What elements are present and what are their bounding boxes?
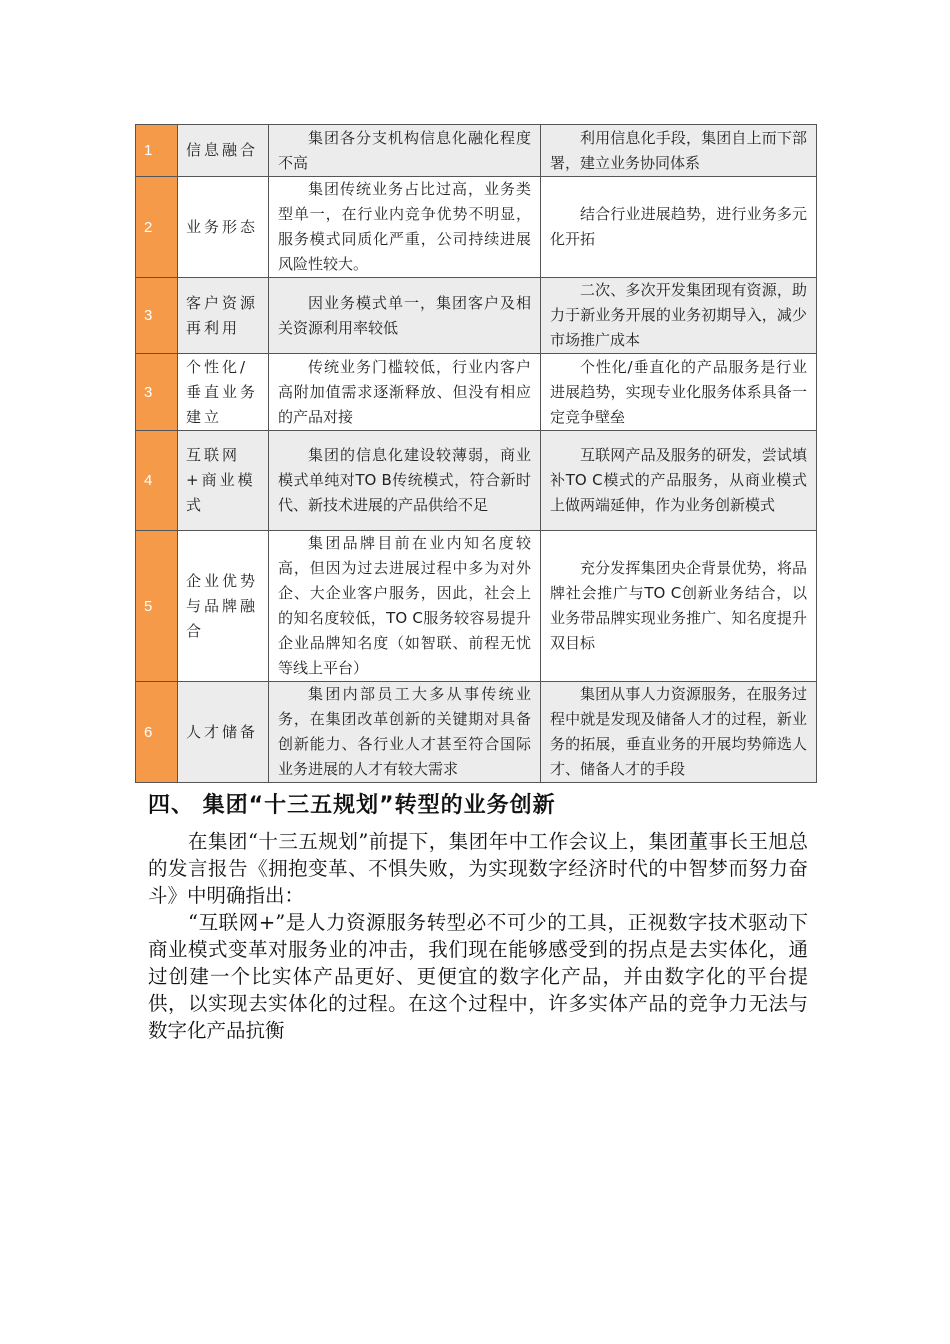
body-paragraph: “互联网+”是人力资源服务转型必不可少的工具，正视数字技术驱动下商业模式变革对服务业的冲击，我们现在能够感受到的拐点是去实体化，通过创建一个比实体产品更好、更便宜的数字化产品，并由数字化的平台提供，以实现去实体化的过程。在这个过程中，许多实体产品的竞争力无法与数字化产品抗衡: [148, 911, 808, 1042]
section-heading: 四、 集团“十三五规划”转型的业务创新: [148, 793, 556, 818]
row-number: 1: [136, 125, 178, 177]
table-row: [136, 682, 817, 783]
row-problem: 因业务模式单一，集团客户及相关资源利用率较低: [269, 278, 541, 354]
table-row: [136, 431, 817, 531]
row-topic: 客户资源再利用: [178, 278, 269, 354]
row-solution: 充分发挥集团央企背景优势，将品牌社会推广与TO C创新业务结合，以业务带品牌实现业务推广、知名度提升双目标: [541, 531, 817, 682]
row-topic: 业务形态: [178, 177, 269, 278]
row-problem: 集团的信息化建设较薄弱，商业模式单纯对TO B传统模式，符合新时代、新技术进展的产品供给不足: [269, 431, 541, 531]
business-table: [135, 124, 817, 783]
row-topic: 个性化/垂直业务建立: [178, 354, 269, 431]
row-solution: 互联网产品及服务的研发，尝试填补TO C模式的产品服务，从商业模式上做两端延伸，作为业务创新模式: [541, 431, 817, 531]
row-problem: 集团传统业务占比过高，业务类型单一，在行业内竞争优势不明显，服务模式同质化严重，公司持续进展风险性较大。: [269, 177, 541, 278]
row-solution: 个性化/垂直化的产品服务是行业进展趋势，实现专业化服务体系具备一定竞争壁垒: [541, 354, 817, 431]
table-row: [136, 125, 817, 177]
row-problem: 集团内部员工大多从事传统业务，在集团改革创新的关键期对具备创新能力、各行业人才甚至符合国际业务进展的人才有较大需求: [269, 682, 541, 783]
row-topic: 人才储备: [178, 682, 269, 783]
row-number: 3: [136, 354, 178, 431]
row-problem: 集团各分支机构信息化融化程度不高: [269, 125, 541, 177]
row-number: 4: [136, 431, 178, 531]
row-solution: 二次、多次开发集团现有资源，助力于新业务开展的业务初期导入，减少市场推广成本: [541, 278, 817, 354]
row-solution: 结合行业进展趋势，进行业务多元化开拓: [541, 177, 817, 278]
row-problem: 传统业务门槛较低，行业内客户高附加值需求逐渐释放、但没有相应的产品对接: [269, 354, 541, 431]
table-row: [136, 531, 817, 682]
row-number: 5: [136, 531, 178, 682]
row-topic: 企业优势与品牌融合: [178, 531, 269, 682]
row-problem: 集团品牌目前在业内知名度较高，但因为过去进展过程中多为对外企、大企业客户服务，因此，社会上的知名度较低，TO C服务较容易提升企业品牌知名度（如智联、前程无忧等线上平台）: [269, 531, 541, 682]
row-topic: 信息融合: [178, 125, 269, 177]
table-row: [136, 278, 817, 354]
row-number: 2: [136, 177, 178, 278]
row-number: 3: [136, 278, 178, 354]
table-row: [136, 177, 817, 278]
row-number: 6: [136, 682, 178, 783]
row-topic: 互联网+商业模式: [178, 431, 269, 531]
body-paragraph: 在集团“十三五规划”前提下，集团年中工作会议上，集团董事长王旭总的发言报告《拥抱变革、不惧失败，为实现数字经济时代的中智梦而努力奋斗》中明确指出：: [148, 830, 808, 907]
table-row: [136, 354, 817, 431]
row-solution: 利用信息化手段，集团自上而下部署，建立业务协同体系: [541, 125, 817, 177]
row-solution: 集团从事人力资源服务，在服务过程中就是发现及储备人才的过程，新业务的拓展，垂直业务的开展均势筛选人才、储备人才的手段: [541, 682, 817, 783]
